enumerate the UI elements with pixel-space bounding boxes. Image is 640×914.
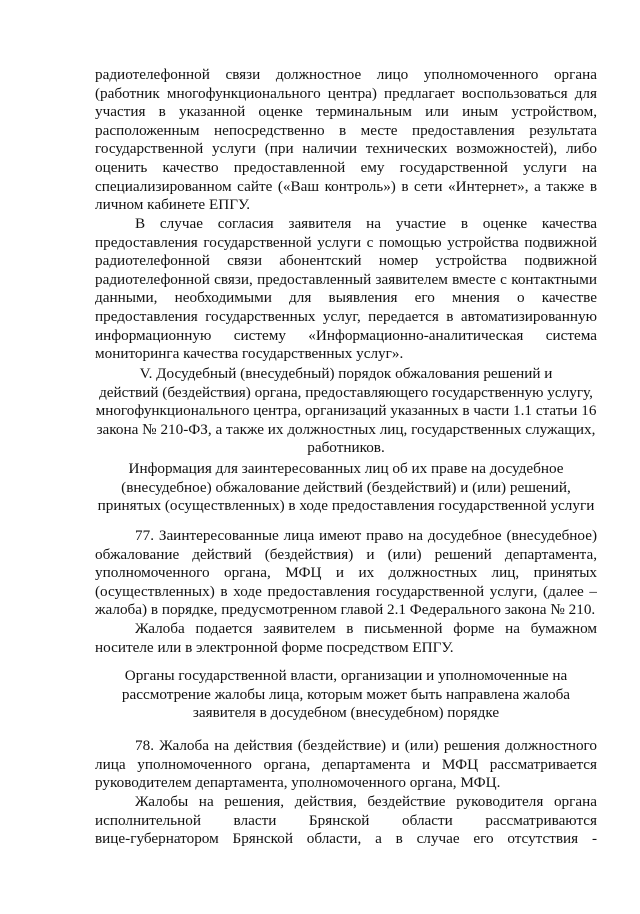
text-line: участия в указанной оценке терминальным или иным устройством, (95, 103, 597, 121)
paragraph-77 (95, 527, 597, 620)
paragraph-consent (95, 215, 597, 364)
heading-line: принятых (осуществленных) в ходе предоставления государственной услуги (97, 497, 595, 515)
text-line: личном кабинете ЕПГУ. (95, 196, 251, 214)
paragraph-78 (95, 737, 597, 793)
text-line: лица уполномоченного органа, департамента и МФЦ рассматривается (95, 755, 597, 773)
text-line: специализированном сайте («Ваш контроль») в сети «Интернет», а также в (95, 177, 597, 195)
text-line: жалоба) в порядке, предусмотренном главой 2.1 Федерального закона № 210. (95, 601, 596, 619)
heading-line: действий (бездействия) органа, предоставляющего государственную услугу, (99, 383, 593, 401)
heading-line: Информация для заинтересованных лиц об их праве на досудебное (128, 460, 564, 477)
heading-line: закона № 210-ФЗ, а также их должностных лиц, государственных служащих, (96, 420, 596, 438)
text-line: (осуществленных) в ходе предоставления государственной услуги, (далее – (95, 582, 597, 600)
subheading-information (90, 460, 602, 516)
heading-line: заявителя в досудебном (внесудебном) порядке (192, 704, 500, 722)
subheading-bodies (90, 667, 602, 723)
heading-line: Органы государственной власти, организации и уполномоченные на (124, 667, 568, 684)
text-line: радиотелефонной связи должностное лицо уполномоченного органа (95, 66, 597, 83)
text-line: государственной услуги (при наличии технических возможностей), либо (95, 140, 597, 158)
text-line: обжалование действий (бездействия) и (или) решений департамента, (95, 545, 597, 563)
text-line: радиотелефонной связи абонентский номер устройства подвижной (95, 252, 597, 270)
heading-line: (внесудебное) обжалование действий (бездействий) и (или) решений, (121, 478, 571, 496)
paragraph-feedback-continuation (95, 66, 597, 215)
text-line: предоставления государственных услуг, передается в автоматизированную (95, 307, 597, 325)
text-line: Жалобы на решения, действия, бездействие руководителя органа (135, 793, 597, 810)
paragraph-governor (95, 793, 597, 849)
text-line: (работник многофункционального центра) предлагает воспользоваться для (95, 84, 597, 102)
paragraph-complaint-form (95, 620, 597, 657)
text-line: данными, необходимыми для выявления его мнения о качестве (95, 289, 597, 307)
text-line: Жалоба подается заявителем в письменной форме на бумажном (135, 620, 597, 637)
heading-line: V. Досудебный (внесудебный) порядок обжалования решений и (139, 365, 553, 382)
text-line: исполнительной власти Брянской области рассматриваются (95, 811, 597, 829)
text-line: 77. Заинтересованные лица имеют право на досудебное (внесудебное) (135, 527, 597, 544)
text-line: носителе или в электронной форме посредством ЕПГУ. (95, 638, 454, 656)
heading-line: рассмотрение жалобы лица, которым может быть направлена жалоба (121, 685, 571, 703)
text-line: В случае согласия заявителя на участие в оценке качества (135, 215, 597, 232)
text-line: вице-губернатором Брянской области, а в случае его отсутствия - (95, 830, 597, 848)
text-line: оценить качество предоставленной ему государственной услуги на (95, 158, 597, 176)
text-line: расположенным непосредственно в месте предоставления результата (95, 121, 597, 139)
text-line: радиотелефонной связи, предоставленный заявителем вместе с контактными (95, 270, 597, 288)
heading-line: многофункционального центра, организаций указанных в части 1.1 статьи 16 (95, 402, 597, 420)
text-line: мониторинга качества государственных услуг». (95, 345, 404, 363)
text-line: руководителем департамента, уполномоченного органа, МФЦ. (95, 774, 501, 792)
heading-line: работников. (307, 439, 385, 457)
text-line: информационную систему «Информационно-аналитическая система (95, 326, 597, 344)
text-line: уполномоченного органа, МФЦ и их должностных лиц, принятых (95, 564, 597, 582)
section-heading (90, 365, 602, 458)
text-line: 78. Жалоба на действия (бездействие) и (или) решения должностного (135, 737, 597, 754)
text-line: предоставления государственной услуги с помощью устройства подвижной (95, 233, 597, 251)
